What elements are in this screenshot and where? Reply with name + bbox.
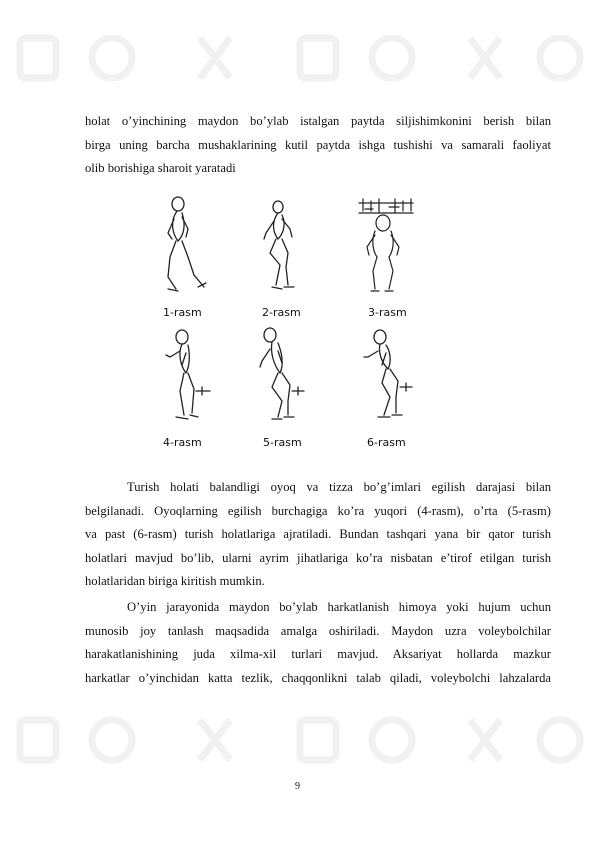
- figure-caption: 1-rasm: [163, 306, 202, 319]
- text-line: holatlari mavjud bo’lib, ularni ayrim jihatlariga ko’ra nisbatan e’tirof etilgan turish: [85, 550, 551, 565]
- text-line: holatlaridan biriga kiritish mumkin.: [85, 574, 265, 589]
- text-line: holat o’yinchining maydon bo’ylab istalgan paytda siljishimkonini berish bilan: [85, 114, 551, 128]
- text-line: harakatlanishining juda xilma-xil turlari mavjud. Aksariyat hollarda mazkur: [85, 647, 551, 662]
- figure-caption: 4-rasm: [163, 436, 202, 449]
- figure-caption: 6-rasm: [367, 436, 406, 449]
- standing-player-figure: [160, 195, 210, 295]
- figure-caption: 2-rasm: [262, 306, 301, 319]
- text-line: belgilanadi. Oyoqlarning egilish burchagiga ko’ra yuqori (4-rasm), o’rta (5-rasm): [85, 503, 551, 518]
- crouching-player-figure: [258, 195, 308, 295]
- text-line: harkatlar o’yinchidan katta tezlik, chaqqonlikni talab qiladi, voleybolchi lahzalarda: [85, 670, 551, 685]
- front-stance-player-figure: [355, 195, 417, 295]
- low-stance-player-figure: [360, 325, 416, 425]
- page-number: 9: [295, 781, 300, 792]
- figure-caption: 3-rasm: [368, 306, 407, 319]
- text-line: O’yin jarayonida maydon bo’ylab harkatlanish himoya yoki hujum uchun: [127, 600, 551, 614]
- text-line: olib borishiga sharoit yaratadi: [85, 161, 236, 176]
- figure-caption: 5-rasm: [263, 436, 302, 449]
- paragraph-intro: [85, 110, 551, 181]
- text-line: va past (6-rasm) turish holatlariga ajratiladi. Bundan tashqari yana bir qator turish: [85, 527, 551, 542]
- medium-stance-player-figure: [258, 325, 310, 425]
- paragraph-stance-height: [85, 476, 551, 594]
- text-line: munosib joy tanlash maqsadida amalga oshiriladi. Maydon uzra voleybolchilar: [85, 623, 551, 638]
- high-stance-player-figure: [162, 325, 214, 425]
- text-line: birga uning barcha mushaklarining kutil paytda ishga tushishi va samarali faoliyat: [85, 137, 551, 152]
- text-line: Turish holati balandligi oyoq va tizza bo’g’imlari egilish darajasi bilan: [127, 480, 551, 494]
- paragraph-movement: [85, 596, 551, 690]
